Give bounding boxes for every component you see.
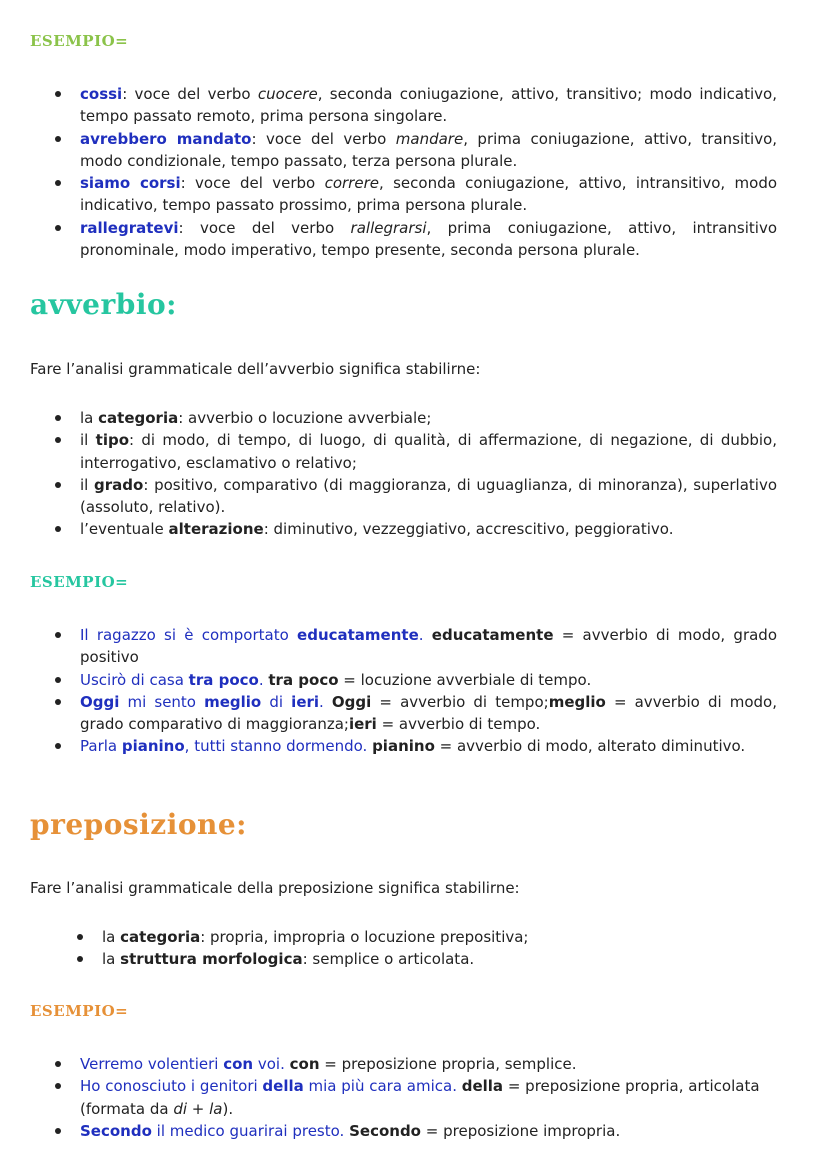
esempio-label-avverbio: ESEMPIO= bbox=[30, 573, 129, 591]
example-keyword: tra poco bbox=[188, 670, 259, 689]
example-keyword: ieri bbox=[291, 692, 320, 711]
list-item bbox=[80, 128, 777, 173]
example-text: mia più cara amica. bbox=[303, 1077, 462, 1096]
verb-infinitive: correre bbox=[324, 174, 379, 193]
keyword: della bbox=[461, 1077, 504, 1096]
text: : di modo, di tempo, di luogo, di qualità, di affermazione, di negazione, di dubbio, interrogativo, esclamativo o relativo; bbox=[80, 431, 777, 472]
list-item bbox=[80, 1053, 777, 1075]
verb-infinitive: cuocere bbox=[257, 85, 318, 103]
text: il bbox=[80, 475, 95, 494]
list-item bbox=[102, 926, 777, 948]
keyword: educatamente bbox=[431, 626, 554, 644]
explanation: ). bbox=[222, 1099, 234, 1118]
text: : voce del verbo bbox=[251, 129, 396, 148]
keyword: Secondo bbox=[349, 1121, 421, 1140]
explanation: = avverbio di tempo. bbox=[376, 715, 541, 734]
list-item bbox=[80, 1075, 777, 1120]
text: il bbox=[80, 431, 96, 450]
keyword: Oggi bbox=[331, 692, 372, 711]
preposizione-esempi-list bbox=[80, 1053, 777, 1142]
text: la bbox=[80, 409, 99, 427]
keyword: ieri bbox=[348, 715, 377, 734]
example-text: . bbox=[258, 670, 269, 689]
keyword: struttura morfologica bbox=[120, 950, 303, 969]
example-text: di bbox=[261, 692, 292, 711]
text: : voce del verbo bbox=[178, 218, 351, 237]
text: : diminutivo, vezzeggiativo, accrescitivo, peggiorativo. bbox=[263, 520, 674, 539]
example-keyword: Secondo bbox=[80, 1121, 152, 1140]
text: : voce del verbo bbox=[180, 174, 325, 193]
example-text: . bbox=[418, 626, 432, 644]
list-item bbox=[80, 518, 777, 540]
list-item bbox=[80, 624, 777, 669]
text: , seconda coniugazione, attivo, transitivo; modo indicativo, tempo passato remoto, prima persona singolare. bbox=[80, 85, 777, 126]
example-text: il medico guarirai presto. bbox=[151, 1121, 350, 1140]
list-item bbox=[102, 948, 777, 970]
example-text: Ho conosciuto i genitori bbox=[80, 1077, 263, 1096]
term: siamo corsi bbox=[80, 174, 181, 193]
list-item bbox=[80, 735, 777, 757]
keyword: pianino bbox=[372, 737, 435, 756]
explanation: = avverbio di modo, alterato diminutivo. bbox=[434, 737, 746, 756]
keyword: categoria bbox=[98, 409, 179, 427]
esempio-label-verbo: ESEMPIO= bbox=[30, 32, 129, 50]
list-item bbox=[80, 429, 777, 474]
text: : propria, impropria o locuzione prepositiva; bbox=[200, 928, 529, 946]
text: : voce del verbo bbox=[122, 85, 258, 103]
keyword: tipo bbox=[95, 431, 130, 450]
list-item bbox=[80, 1120, 777, 1142]
keyword: tra poco bbox=[268, 670, 339, 689]
avverbio-criteria-list bbox=[80, 407, 777, 541]
avverbio-esempi-list bbox=[80, 624, 777, 758]
explanation: = avverbio di tempo; bbox=[371, 692, 549, 711]
example-keyword: educatamente bbox=[297, 626, 419, 644]
text: la bbox=[102, 928, 121, 946]
text: , seconda coniugazione, attivo, intransitivo, modo indicativo, tempo passato prossimo, prima persona plurale. bbox=[80, 174, 778, 215]
text: : semplice o articolata. bbox=[302, 950, 475, 969]
example-keyword: con bbox=[223, 1055, 254, 1073]
keyword: grado bbox=[94, 475, 144, 494]
example-keyword: pianino bbox=[121, 737, 185, 756]
list-item bbox=[80, 407, 777, 429]
text: , prima coniugazione, attivo, transitivo, modo condizionale, tempo passato, terza persona plurale. bbox=[80, 129, 778, 170]
explanation: = preposizione propria, articolata (formata da bbox=[80, 1077, 760, 1118]
explanation-italic: di + la bbox=[173, 1099, 223, 1118]
list-item bbox=[80, 172, 777, 217]
explanation: = avverbio di modo, grado positivo bbox=[80, 626, 777, 667]
verb-infinitive: mandare bbox=[395, 129, 464, 148]
explanation: = avverbio di modo, grado comparativo di maggioranza; bbox=[80, 692, 777, 734]
text: la bbox=[102, 950, 121, 969]
keyword: alterazione bbox=[168, 520, 264, 539]
text: : avverbio o locuzione avverbiale; bbox=[178, 409, 432, 427]
preposizione-criteria-list bbox=[102, 926, 777, 971]
list-item bbox=[80, 474, 777, 519]
example-text: voi. bbox=[253, 1055, 290, 1073]
explanation: = preposizione propria, semplice. bbox=[319, 1055, 577, 1073]
example-keyword: Oggi bbox=[80, 692, 120, 711]
term: avrebbero mandato bbox=[80, 129, 252, 148]
example-keyword: meglio bbox=[204, 692, 262, 711]
example-text: Parla bbox=[80, 737, 122, 756]
list-item bbox=[80, 217, 777, 262]
example-text: Il ragazzo si è comportato bbox=[80, 626, 298, 644]
list-item bbox=[80, 691, 777, 736]
explanation: = preposizione impropria. bbox=[421, 1121, 621, 1140]
preposizione-intro: Fare l’analisi grammaticale della preposizione significa stabilirne: bbox=[30, 879, 520, 897]
explanation: = locuzione avverbiale di tempo. bbox=[338, 670, 592, 689]
example-text: Uscirò di casa bbox=[80, 670, 189, 689]
text: , prima coniugazione, attivo, intransitivo pronominale, modo imperativo, tempo presente, seconda persona plurale. bbox=[80, 218, 777, 260]
example-text: mi sento bbox=[119, 692, 205, 711]
text: : positivo, comparativo (di maggioranza, di uguaglianza, di minoranza), superlativo (assoluto, relativo). bbox=[80, 475, 777, 517]
example-text: , tutti stanno dormendo. bbox=[184, 737, 373, 756]
esempio-label-preposizione: ESEMPIO= bbox=[30, 1002, 129, 1020]
heading-preposizione: preposizione: bbox=[30, 808, 248, 841]
text: l’eventuale bbox=[80, 520, 169, 539]
example-text: . bbox=[319, 692, 332, 711]
term: cossi bbox=[80, 85, 123, 103]
keyword: meglio bbox=[548, 692, 606, 711]
term: rallegratevi bbox=[80, 218, 179, 237]
heading-avverbio: avverbio: bbox=[30, 288, 177, 321]
list-item bbox=[80, 83, 777, 128]
avverbio-intro: Fare l’analisi grammaticale dell’avverbio significa stabilirne: bbox=[30, 360, 481, 378]
verb-infinitive: rallegrarsi bbox=[350, 218, 427, 237]
example-keyword: della bbox=[262, 1077, 304, 1096]
keyword: con bbox=[289, 1055, 320, 1073]
list-item bbox=[80, 669, 777, 691]
verbo-esempi-list bbox=[80, 83, 777, 261]
example-text: Verremo volentieri bbox=[80, 1055, 224, 1073]
keyword: categoria bbox=[120, 928, 201, 946]
